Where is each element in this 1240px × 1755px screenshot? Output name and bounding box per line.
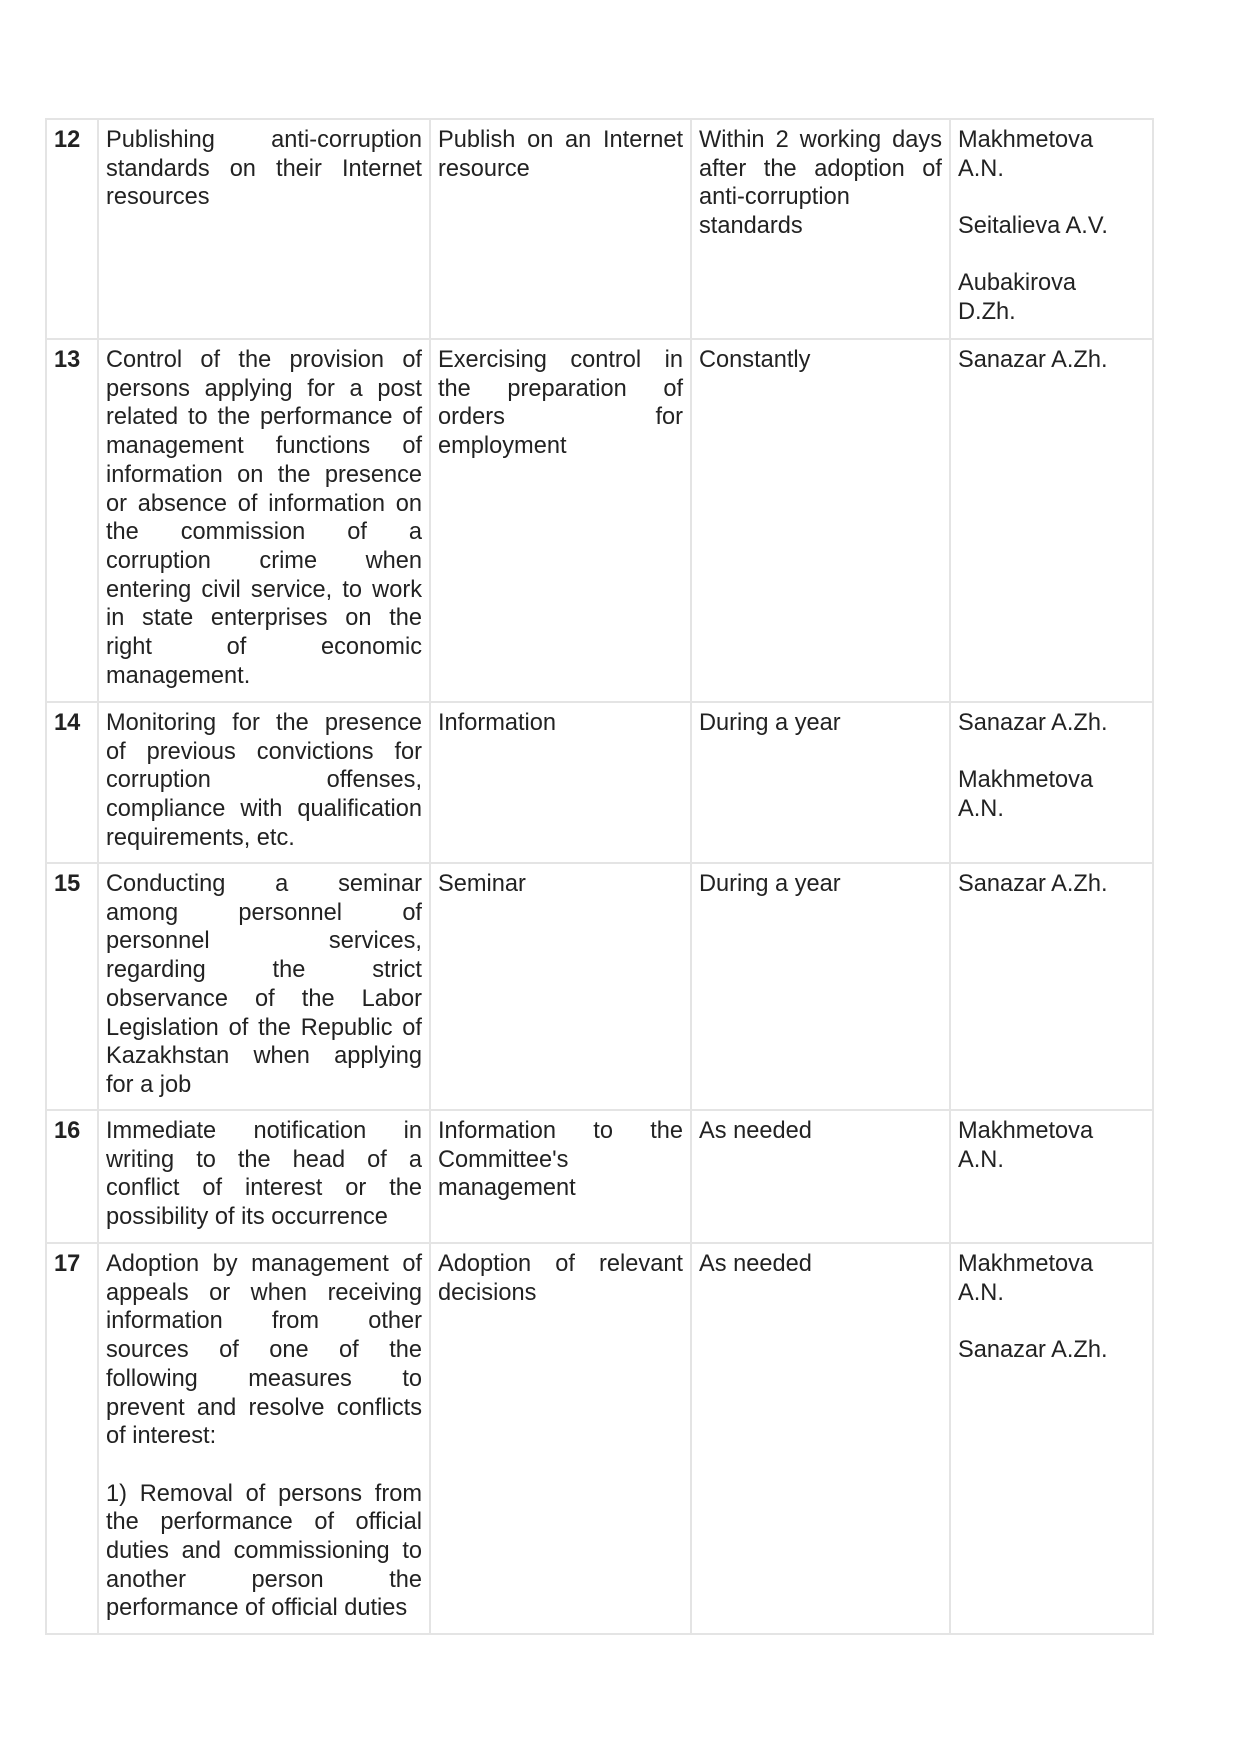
action-plan-table (45, 118, 1154, 1635)
responsible-person-name: A.N. (958, 796, 1004, 823)
event-description-line: writing to the head of a (106, 1146, 422, 1173)
event-description-line: personnel services, (106, 928, 422, 955)
event-description-line: corruption offenses, (106, 767, 422, 794)
deadline (691, 702, 950, 863)
row-number: 14 (46, 702, 98, 863)
completion-form-line: Seminar (438, 871, 526, 897)
completion-form-line: Committee's (438, 1146, 569, 1173)
event-description-line: Monitoring for the presence (106, 710, 422, 736)
completion-form-line: management (438, 1175, 576, 1202)
deadline-line: anti-corruption (699, 184, 850, 211)
responsible-person-name: Makhmetova (958, 1251, 1094, 1277)
deadline-line: During a year (699, 710, 841, 736)
deadline (691, 863, 950, 1110)
responsible-person-name: A.N. (958, 1279, 1004, 1306)
spacer (958, 738, 1145, 767)
table-row (46, 1243, 1153, 1634)
event-description-line: related to the performance of (106, 404, 422, 431)
event-description-line: Immediate notification in (106, 1118, 422, 1144)
deadline-line: standards (699, 213, 803, 240)
table-row (46, 1110, 1153, 1243)
table-row (46, 702, 1153, 863)
event-description-line: entering civil service, to work (106, 576, 422, 603)
responsible-person-name: Makhmetova (958, 1118, 1094, 1144)
deadline-line: Constantly (699, 347, 811, 373)
event-description-line: among personnel of (106, 899, 422, 926)
responsible-persons (950, 339, 1153, 702)
event-description-line: information on the presence (106, 461, 422, 488)
completion-form (430, 339, 691, 702)
event-description-line: possibility of its occurrence (106, 1204, 388, 1231)
event-description-line: performance of official duties (106, 1595, 408, 1622)
event-description-line: compliance with qualification (106, 796, 422, 823)
responsible-person-name: Sanazar A.Zh. (958, 1337, 1108, 1364)
completion-form-line: decisions (438, 1279, 537, 1306)
event-description-line: sources of one of the (106, 1337, 422, 1364)
event-description-line: in state enterprises on the (106, 605, 422, 632)
event-description-line: Conducting a seminar (106, 871, 422, 897)
event-description-line: information from other (106, 1308, 422, 1335)
responsible-person-name: Sanazar A.Zh. (958, 710, 1108, 736)
responsible-person-name: Makhmetova (958, 767, 1094, 794)
responsible-person-name: D.Zh. (958, 299, 1016, 326)
event-description-line: of interest: (106, 1423, 217, 1450)
spacer (958, 241, 1145, 270)
deadline-line: During a year (699, 871, 841, 897)
event-description-line: another person the (106, 1566, 422, 1593)
deadline-line: Within 2 working days (699, 127, 942, 153)
completion-form (430, 1243, 691, 1634)
event-description (98, 339, 430, 702)
responsible-person-name: Seitalieva A.V. (958, 213, 1108, 240)
table-body (46, 119, 1153, 1634)
row-number: 12 (46, 119, 98, 339)
completion-form-line: Publish on an Internet (438, 127, 683, 153)
completion-form (430, 863, 691, 1110)
event-description-line: regarding the strict (106, 957, 422, 984)
event-description-line: requirements, etc. (106, 824, 295, 851)
responsible-persons (950, 702, 1153, 863)
completion-form (430, 1110, 691, 1243)
event-description-line: Control of the provision of (106, 347, 422, 373)
event-description-line: prevent and resolve conflicts (106, 1394, 422, 1421)
event-description-line: observance of the Labor (106, 985, 422, 1012)
completion-form-line: employment (438, 433, 567, 460)
event-description-line: management functions of (106, 433, 422, 460)
event-description-line: resources (106, 184, 210, 211)
deadline (691, 1110, 950, 1243)
deadline (691, 119, 950, 339)
responsible-persons (950, 863, 1153, 1110)
event-description (98, 119, 430, 339)
responsible-person-name: Sanazar A.Zh. (958, 871, 1108, 897)
event-description-line: Adoption by management of (106, 1251, 422, 1277)
event-description-line: the commission of a (106, 519, 422, 546)
event-description-line: following measures to (106, 1365, 422, 1392)
responsible-persons (950, 1110, 1153, 1243)
deadline-line: As needed (699, 1118, 812, 1144)
responsible-person-name: A.N. (958, 155, 1004, 182)
event-description-line: conflict of interest or the (106, 1175, 422, 1202)
responsible-persons (950, 119, 1153, 339)
completion-form-line: the preparation of (438, 375, 683, 402)
completion-form-line: resource (438, 155, 530, 182)
completion-form-line: Exercising control in (438, 347, 683, 373)
row-number: 17 (46, 1243, 98, 1634)
responsible-person-name: A.N. (958, 1146, 1004, 1173)
event-description-line: Kazakhstan when applying (106, 1043, 422, 1070)
event-description-line: of previous convictions for (106, 738, 422, 765)
event-description-line: or absence of information on (106, 490, 422, 517)
event-description-line: Publishing anti-corruption (106, 127, 422, 153)
deadline-line: As needed (699, 1251, 812, 1277)
event-description (98, 1243, 430, 1634)
row-number: 15 (46, 863, 98, 1110)
completion-form-line: Adoption of relevant (438, 1251, 683, 1277)
event-description-line: persons applying for a post (106, 375, 422, 402)
table-row (46, 119, 1153, 339)
event-description-line: right of economic (106, 634, 422, 661)
responsible-person-name: Sanazar A.Zh. (958, 347, 1108, 373)
event-description-line: standards on their Internet (106, 155, 422, 182)
spacer (958, 183, 1145, 212)
event-description-line: 1) Removal of persons from (106, 1480, 422, 1507)
spacer (958, 1307, 1145, 1336)
responsible-person-name: Makhmetova (958, 127, 1094, 153)
table-row (46, 339, 1153, 702)
deadline (691, 1243, 950, 1634)
responsible-person-name: Aubakirova (958, 270, 1077, 297)
event-description-line: management. (106, 662, 251, 689)
completion-form (430, 702, 691, 863)
completion-form-line: orders for (438, 404, 683, 431)
table-row (46, 863, 1153, 1110)
event-description (98, 702, 430, 863)
deadline (691, 339, 950, 702)
event-description (98, 863, 430, 1110)
event-description-line: the performance of official (106, 1509, 422, 1536)
event-description-line: duties and commissioning to (106, 1538, 422, 1565)
event-description-line: corruption crime when (106, 547, 422, 574)
deadline-line: after the adoption of (699, 155, 942, 182)
completion-form (430, 119, 691, 339)
completion-form-line: Information to the (438, 1118, 683, 1144)
completion-form-line: Information (438, 710, 557, 736)
responsible-persons (950, 1243, 1153, 1634)
event-description (98, 1110, 430, 1243)
row-number: 13 (46, 339, 98, 702)
event-description-line: Legislation of the Republic of (106, 1014, 422, 1041)
event-description-line: appeals or when receiving (106, 1279, 422, 1306)
row-number: 16 (46, 1110, 98, 1243)
event-description-line: for a job (106, 1071, 192, 1098)
event-description-line (106, 1451, 422, 1480)
